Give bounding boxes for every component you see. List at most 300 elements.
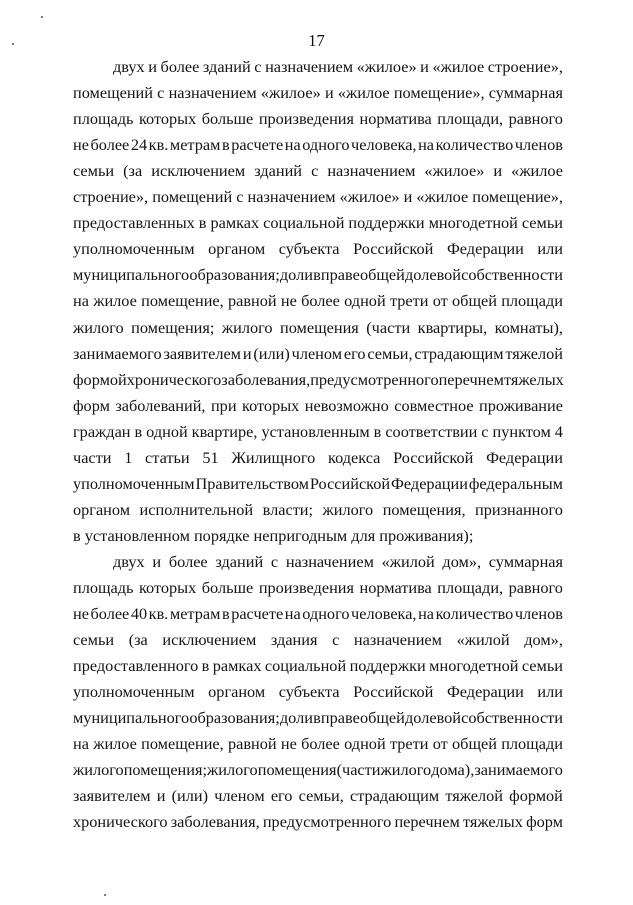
text-line-content [73, 629, 563, 651]
word: зданий [215, 551, 264, 571]
text-line [73, 395, 563, 417]
word: норматива [359, 578, 432, 597]
word: которых [242, 395, 300, 415]
word: части [73, 447, 112, 467]
text-line [73, 525, 563, 547]
word: которых [138, 109, 197, 129]
word: предусмотренного [262, 812, 392, 832]
word: невозможно [304, 395, 389, 415]
word: членов [514, 135, 563, 155]
word: трети [389, 291, 429, 311]
word: суммарная [488, 83, 563, 103]
word: более [301, 734, 340, 754]
text-line [73, 629, 563, 651]
word: заболевания, [170, 812, 260, 832]
word: помещения; [131, 317, 215, 337]
word: площади, [437, 578, 504, 597]
word: заявителем [73, 786, 151, 806]
word: помещений [73, 83, 153, 103]
word: расчете [231, 604, 284, 624]
word: 24 [130, 135, 148, 155]
word: праве [320, 265, 360, 285]
word: Жилищного [231, 447, 316, 467]
text-line [73, 577, 563, 599]
word: членов [514, 604, 563, 624]
word: кодекса [327, 447, 381, 467]
word: семьи [73, 630, 115, 650]
word: дома), [431, 760, 475, 780]
word: страдающим [350, 786, 440, 806]
word: помещения [280, 317, 359, 337]
word: одной [344, 291, 386, 311]
text-line-content [73, 369, 563, 391]
word: не [280, 734, 297, 754]
word: доли [279, 265, 313, 285]
word: количество [435, 135, 514, 155]
word: площадь [73, 109, 134, 129]
word: на [418, 604, 435, 624]
word: исключением [151, 161, 246, 181]
word: помещения [257, 760, 337, 780]
word: (части [336, 760, 381, 780]
word: органом [208, 239, 266, 259]
word: образования; [189, 265, 280, 285]
word: помещений [152, 187, 233, 207]
text-line [73, 707, 563, 729]
text-line-content [73, 603, 563, 625]
word: проживание [479, 395, 563, 415]
word: в [201, 656, 210, 676]
word: в [221, 604, 230, 624]
word: одной [146, 421, 188, 441]
word: тяжелой [505, 343, 563, 363]
word: жилого [380, 760, 432, 780]
word: дом», [524, 630, 563, 650]
word: его [343, 343, 366, 363]
word: предоставленного [73, 656, 199, 676]
word: строение», [487, 57, 563, 76]
word: формой [73, 369, 127, 389]
word: заболевания, [221, 369, 311, 389]
word: членом [291, 343, 343, 363]
word: с [254, 57, 262, 76]
word: с [332, 630, 340, 650]
word: Российской [393, 447, 474, 467]
text-line [73, 343, 563, 365]
word: дом», [442, 551, 482, 571]
word: поддержки [349, 656, 426, 676]
word: площади [501, 734, 563, 754]
word: 4 [554, 421, 563, 441]
text-line [73, 82, 563, 104]
word: жилого [73, 317, 124, 337]
word: Российской [353, 682, 434, 702]
text-line-content [73, 186, 563, 208]
text-line-content [73, 290, 563, 312]
word: жилого [322, 499, 374, 519]
word: «жилое» [356, 57, 417, 76]
word: помещение», [393, 83, 485, 103]
word: (за [128, 630, 148, 650]
text-line [73, 290, 563, 312]
word: предусмотренного [310, 369, 439, 389]
word: федеральным [468, 473, 563, 493]
word: жилого [73, 760, 124, 780]
word: зданий [202, 57, 251, 76]
word: муниципального [73, 265, 190, 285]
text-line [73, 499, 563, 521]
word: назначением [265, 57, 354, 76]
word: социальной [263, 213, 345, 233]
word: более [90, 604, 130, 624]
word: «жилое» [424, 161, 485, 181]
word: больше [201, 578, 254, 597]
word: членом [214, 786, 265, 806]
word: многодетной [428, 213, 518, 233]
word: совместное [394, 395, 474, 415]
text-line [73, 186, 563, 208]
word: тяжелой [445, 786, 503, 806]
word: назначением [168, 83, 257, 103]
word: органом [208, 682, 266, 702]
word: собственности [461, 708, 563, 728]
word: семьи [73, 161, 115, 181]
word: «жилой [456, 630, 510, 650]
word: Российской [309, 473, 391, 493]
word: доли [279, 708, 313, 728]
text-line-content [73, 499, 563, 521]
word: (или) [253, 343, 290, 363]
text-line-content [113, 56, 563, 78]
word: и [242, 343, 252, 363]
word: заявителем [163, 343, 241, 363]
text-line-content [73, 343, 563, 365]
word: тяжелых [463, 812, 523, 832]
text-line-content [73, 421, 563, 443]
word: человека, [351, 135, 417, 155]
word: на [284, 604, 301, 624]
word: кв. [148, 604, 169, 624]
text-line [73, 421, 563, 443]
word: его [270, 786, 293, 806]
word: «жилой [381, 551, 435, 571]
word: количество [435, 604, 514, 624]
text-line [113, 56, 563, 78]
word: которых [138, 578, 197, 597]
word: праве [320, 708, 360, 728]
word: (за [123, 161, 143, 181]
text-line-content [73, 264, 563, 286]
word: в [313, 708, 321, 728]
word: одного [302, 604, 350, 624]
text-line-content [73, 108, 563, 130]
word: назначением [247, 187, 336, 207]
word: и [420, 57, 429, 76]
word: семьи [521, 213, 563, 233]
word: муниципального [73, 708, 190, 728]
text-line-content [73, 160, 563, 182]
word: с [270, 551, 279, 571]
text-line-content [73, 785, 563, 807]
word: соответствии [385, 421, 478, 441]
word: хронического [73, 812, 168, 832]
scan-speck [12, 43, 14, 45]
word: Федерации [446, 682, 524, 702]
word: с [236, 187, 244, 207]
word: произведения [258, 578, 354, 597]
word: исключением [162, 630, 257, 650]
word: метрам [169, 135, 221, 155]
word: общей [452, 734, 497, 754]
text-line-content [73, 577, 563, 599]
text-line [73, 369, 563, 391]
word: «жилое [337, 83, 390, 103]
word: назначением [285, 551, 374, 571]
word: кв. [148, 135, 169, 155]
text-line [73, 655, 563, 677]
word: площади, [437, 109, 504, 129]
word: помещения; [123, 760, 207, 780]
word: помещение, [141, 734, 224, 754]
word: помещения, [382, 499, 466, 519]
word: образования; [189, 708, 280, 728]
word: двух [113, 551, 145, 571]
text-line-content [73, 759, 563, 781]
word: признанного [475, 499, 563, 519]
text-line [73, 733, 563, 755]
text-line [73, 108, 563, 130]
word: и [493, 161, 503, 181]
word: Федерации [446, 239, 524, 259]
word: не [280, 291, 297, 311]
word: общей [359, 708, 405, 728]
word: при [210, 395, 237, 415]
text-line [73, 811, 563, 833]
word: комнаты), [494, 317, 563, 337]
word: помещение, [141, 291, 224, 311]
word: площадь [73, 578, 134, 597]
word: хронического [126, 369, 222, 389]
word: заболеваний, [115, 395, 206, 415]
word: назначением [327, 161, 416, 181]
word: форм [73, 395, 110, 415]
word: «жилое [511, 161, 563, 181]
word: от [432, 291, 448, 311]
word: субъекта [278, 239, 340, 259]
word: жилого [207, 760, 258, 780]
text-line-content [73, 681, 563, 703]
text-line [73, 447, 563, 469]
text-line [73, 603, 563, 625]
word: уполномоченным [73, 682, 195, 702]
word: трети [389, 734, 429, 754]
text-line [73, 473, 563, 495]
word: жилого [221, 317, 273, 337]
text-line [73, 264, 563, 286]
word: «жилое» [260, 83, 321, 103]
word: здания [270, 630, 318, 650]
text-line-content [73, 811, 563, 833]
word: и [152, 551, 162, 571]
word: общей [359, 265, 405, 285]
text-line [73, 317, 563, 339]
word: (части [366, 317, 411, 337]
word: рамках [210, 213, 260, 233]
word: Федерации [486, 447, 563, 467]
text-line [73, 785, 563, 807]
word: жилое [93, 734, 137, 754]
text-line [73, 212, 563, 234]
word: социальной [264, 656, 347, 676]
word: власти; [262, 499, 314, 519]
word: назначением [353, 630, 442, 650]
word: общей [452, 291, 497, 311]
word: 51 [202, 447, 219, 467]
word: более [160, 57, 200, 76]
text-line [73, 681, 563, 703]
word: семьи, [367, 343, 413, 363]
text-line-content [73, 733, 563, 755]
word: метрам [169, 604, 221, 624]
word: рамках [212, 656, 262, 676]
word: более [90, 135, 130, 155]
word: форм [526, 812, 563, 832]
word: более [168, 551, 208, 571]
text-line-content [73, 212, 563, 234]
word: и [403, 187, 413, 207]
word: семьи [521, 656, 563, 676]
text-line-content [73, 317, 563, 339]
word: человека, [351, 604, 417, 624]
word: Правительством [195, 473, 309, 493]
word: «жилое [416, 187, 469, 207]
word: граждан [73, 421, 131, 441]
text-line-content: в установленном порядке непригодным для проживания); [73, 525, 474, 545]
word: занимаемого [474, 760, 563, 780]
text-line [73, 759, 563, 781]
word: в [313, 265, 321, 285]
word: с [481, 421, 489, 441]
word: Российской [353, 239, 434, 259]
text-line [73, 238, 563, 260]
word: установленным [261, 421, 370, 441]
text-line [73, 160, 563, 182]
text-line-content [73, 447, 563, 469]
word: строение», [73, 187, 149, 207]
word: пунктом [492, 421, 551, 441]
word: квартире, [191, 421, 258, 441]
word: одного [302, 135, 350, 155]
word: занимаемого [73, 343, 162, 363]
word: Федерации [391, 473, 468, 493]
text-line [113, 551, 563, 573]
text-line [73, 134, 563, 156]
word: в [134, 421, 143, 441]
word: с [157, 83, 165, 103]
text-line-content [73, 395, 563, 417]
text-line-content [73, 655, 563, 677]
word: равного [508, 109, 563, 129]
word: формой [509, 786, 563, 806]
word: предоставленных [73, 213, 195, 233]
word: на [418, 135, 435, 155]
word: более [301, 291, 340, 311]
word: не [73, 604, 89, 624]
word: исполнительной [139, 499, 254, 519]
scan-speck [104, 894, 106, 896]
word: суммарная [488, 551, 563, 571]
word: равной [227, 734, 277, 754]
word: на [284, 135, 301, 155]
word: зданий [254, 161, 303, 181]
word: в [373, 421, 382, 441]
word: произведения [258, 109, 354, 129]
word: равной [227, 291, 277, 311]
word: расчете [231, 135, 284, 155]
word: долевой [405, 265, 462, 285]
word: собственности [461, 265, 563, 285]
word: и [148, 57, 157, 76]
word: страдающим [414, 343, 504, 363]
word: «жилое» [339, 187, 400, 207]
text-line-content [73, 82, 563, 104]
word: тяжелых [503, 369, 564, 389]
word: перечнем [438, 369, 504, 389]
word: органом [73, 499, 131, 519]
word: (или) [171, 786, 209, 806]
word: двух [113, 57, 145, 76]
word: в [221, 135, 230, 155]
word: статьи [145, 447, 190, 467]
word: долевой [405, 708, 462, 728]
text-line-content [73, 707, 563, 729]
word: не [73, 135, 89, 155]
word: уполномоченным [73, 239, 195, 259]
word: 1 [124, 447, 133, 467]
word: на [73, 734, 89, 754]
word: равного [508, 578, 563, 597]
word: больше [201, 109, 254, 129]
word: уполномоченным [73, 473, 195, 493]
word: одной [344, 734, 386, 754]
page-number: 17 [308, 31, 325, 50]
word: субъекта [278, 682, 340, 702]
word: «жилое [432, 57, 485, 76]
word: или [537, 682, 563, 702]
text-line-content [73, 134, 563, 156]
word: и [324, 83, 334, 103]
word: и [156, 786, 166, 806]
word: от [432, 734, 448, 754]
text-line-content [113, 551, 563, 573]
word: с [311, 161, 319, 181]
word: квартиры, [417, 317, 488, 337]
text-line-content [73, 473, 563, 495]
word: жилое [93, 291, 137, 311]
word: многодетной [429, 656, 519, 676]
text-line-content [73, 238, 563, 260]
word: помещение», [472, 187, 563, 207]
word: поддержки [348, 213, 425, 233]
word: 40 [130, 604, 148, 624]
word: семьи, [298, 786, 344, 806]
word: площади [501, 291, 563, 311]
word: норматива [359, 109, 432, 129]
word: в [198, 213, 207, 233]
word: перечнем [394, 812, 460, 832]
scan-speck [41, 16, 43, 18]
word: на [73, 291, 89, 311]
